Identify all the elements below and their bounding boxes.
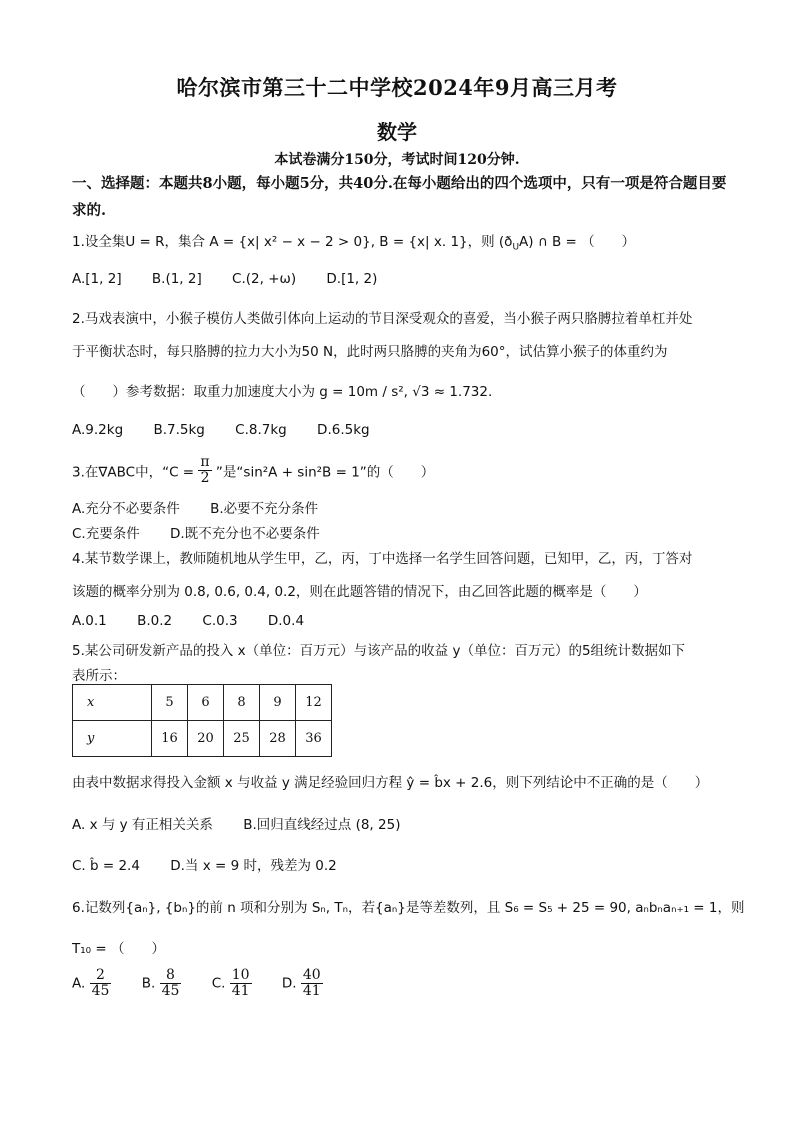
exam-title: 哈尔滨市第三十二中学校2024年9月高三月考 (176, 75, 618, 100)
q4-option-d: D.0.4 (267, 613, 305, 629)
table-row-label: x (73, 685, 152, 721)
q6-options (72, 968, 349, 999)
table-cell: 8 (224, 685, 260, 721)
q4-line-1: 4.某节数学课上，教师随机地从学生甲，乙，丙，丁中选择一名学生回答问题，已知甲，乙，丙，丁答对 (72, 551, 693, 567)
q2-option-b: B.7.5kg (153, 422, 205, 438)
q5-line-1: 5.某公司研发新产品的投入 x（单位：百万元）与该产品的收益 y（单位：百万元）的5组统计数据如下 (72, 643, 686, 659)
q4-options (72, 613, 330, 629)
q2-option-d: D.6.5kg (317, 422, 370, 438)
table-cell: 16 (152, 721, 188, 757)
q6-option-b: B. $\frac{8}{45}$ (141, 967, 180, 999)
q6-option-a-fraction: $\frac{2}{45}$ (91, 967, 110, 999)
q3-fraction: $\frac{\pi}{2}$ (200, 454, 210, 486)
q6-option-a: A. $\frac{2}{45}$ (72, 967, 110, 999)
q5-option-a: A. x 与 y 有正相关关系 (72, 817, 213, 833)
q5-line-2: 表所示： (72, 668, 126, 684)
q4-option-b: B.0.2 (137, 613, 173, 629)
q3-option-a: A.充分不必要条件 (72, 501, 180, 517)
table-row-label: y (73, 721, 152, 757)
section-heading: 一、选择题：本题共8小题，每小题5分，共40分.在每小题给出的四个选项中，只有一项是符合题目要求的. (72, 175, 727, 219)
q4-option-c: C.0.3 (202, 613, 238, 629)
q3-stem: 3.在∇ABC中，“C = $\frac{\pi}{2}$ ”是“sin²A + sin²B = 1”的（ ） (72, 454, 435, 486)
q2-line-1: 2.马戏表演中，小猴子模仿人类做引体向上运动的节目深受观众的喜爱，当小猴子两只胳膊拉着单杠并处 (72, 311, 693, 327)
q5-options-row-1 (72, 813, 426, 833)
table-row (73, 721, 332, 757)
q5-option-c: C. b̂ = 2.4 (72, 858, 140, 874)
q6-option-c-fraction: $\frac{10}{41}$ (231, 967, 250, 999)
q6-line-2: T₁₀ = （ ） (72, 941, 165, 957)
table-cell: 20 (188, 721, 224, 757)
q3-options-row-1 (72, 497, 344, 517)
q1-option-a: A.[1, 2] (72, 271, 122, 287)
q6-option-d: D. $\frac{40}{41}$ (281, 967, 321, 999)
q3-options-row-2 (72, 522, 346, 542)
exam-note: 本试卷满分150分，考试时间120分钟. (274, 152, 520, 168)
q4-line-2: 该题的概率分别为 0.8, 0.6, 0.4, 0.2，则在此题答错的情况下，由乙回答此题的概率是（ ） (72, 584, 647, 600)
q2-line-3: （ ）参考数据：取重力加速度大小为 g = 10m / s², √3 ≈ 1.732. (72, 384, 493, 400)
table-cell: 6 (188, 685, 224, 721)
q5-option-d: D.当 x = 9 时，残差为 0.2 (170, 858, 337, 874)
q2-options (72, 422, 396, 438)
q1-option-b: B.(1, 2] (151, 271, 202, 287)
table-row (73, 685, 332, 721)
q6-line-1: 6.记数列{aₙ}, {bₙ}的前 n 项和分别为 Sₙ, Tₙ，若{aₙ}是等差数列，且 S₆ = S₅ + 25 = 90, aₙbₙaₙ₊₁ = 1，则 (72, 900, 745, 916)
q1-option-c: C.(2, +ω) (232, 271, 297, 287)
q6-option-c: C. $\frac{10}{41}$ (211, 967, 250, 999)
table-cell: 25 (224, 721, 260, 757)
q3-option-d: D.既不充分也不必要条件 (170, 526, 320, 542)
q5-option-b: B.回归直线经过点 (8, 25) (243, 817, 401, 833)
q5-options-row-2 (72, 854, 363, 874)
q1-option-d: D.[1, 2) (326, 271, 378, 287)
table-cell: 36 (296, 721, 332, 757)
q1-stem: 1.设全集U = R，集合 A = {x| x² − x − 2 > 0}, B = {x| x. 1}，则 $(ð_UA)$ ∩ B = （ ） (72, 234, 636, 253)
q1-options (72, 271, 403, 287)
table-cell: 28 (260, 721, 296, 757)
exam-subject: 数学 (377, 120, 417, 144)
q3-option-b: B.必要不充分条件 (210, 501, 319, 517)
table-cell: 9 (260, 685, 296, 721)
table-cell: 12 (296, 685, 332, 721)
q6-option-d-fraction: $\frac{40}{41}$ (302, 967, 321, 999)
table-cell: 5 (152, 685, 188, 721)
q6-option-b-fraction: $\frac{8}{45}$ (161, 967, 180, 999)
q5-after-table: 由表中数据求得投入金额 x 与收益 y 满足经验回归方程 ŷ = b̂x + 2.6，则下列结论中不正确的是（ ） (72, 775, 709, 791)
q5-data-table (72, 684, 332, 757)
q2-line-2: 于平衡状态时，每只胳膊的拉力大小为50 N，此时两只胳膊的夹角为60°，试估算小猴子的体重约为 (72, 344, 668, 360)
q2-option-a: A.9.2kg (72, 422, 124, 438)
q3-option-c: C.充要条件 (72, 526, 140, 542)
q2-option-c: C.8.7kg (235, 422, 287, 438)
q4-option-a: A.0.1 (72, 613, 107, 629)
